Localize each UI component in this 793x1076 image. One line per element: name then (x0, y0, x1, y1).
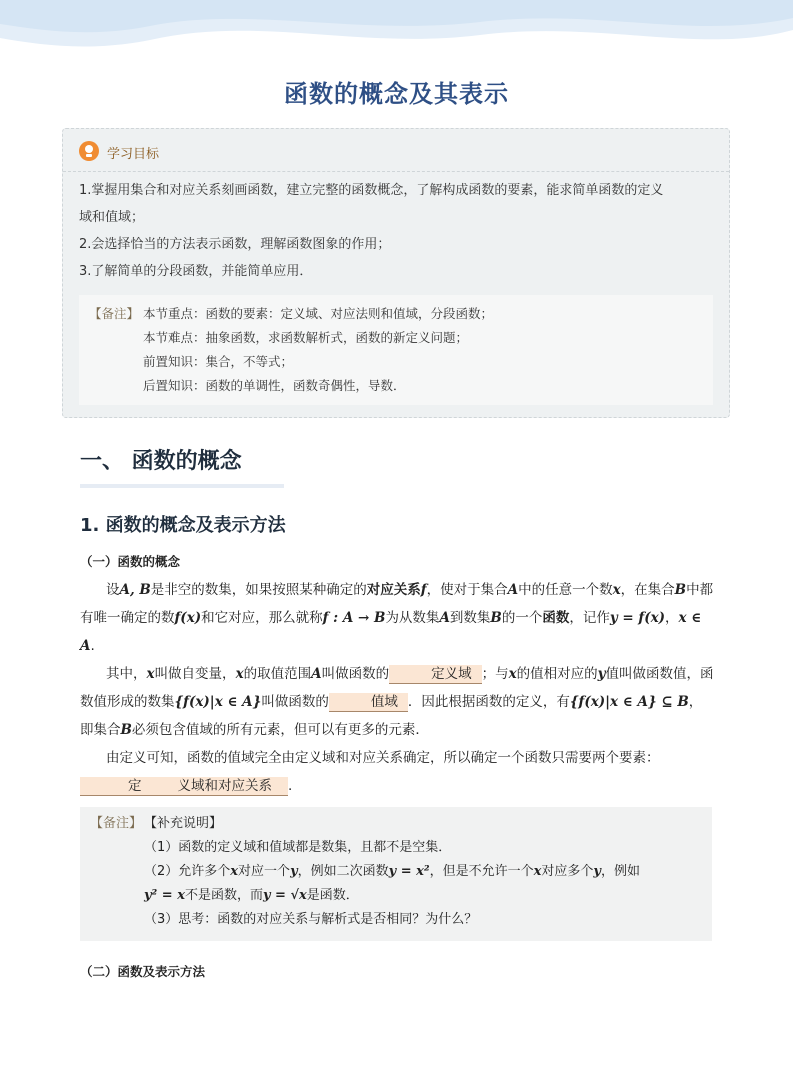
supp-note-heading: 【补充说明】 (144, 816, 223, 831)
supp-note-line-3: y² = x不是函数，而y = √x是函数． (144, 888, 359, 903)
goal-item-3: 3.了解简单的分段函数，并能简单应用． (79, 264, 313, 279)
note-follow-up: 后置知识：函数的单调性，函数奇偶性，导数． (143, 378, 406, 393)
section-underline (80, 484, 284, 488)
fill-blank-domain[interactable]: 定义域 (389, 665, 482, 684)
supp-note-tag: 【备注】 (90, 816, 143, 831)
goal-item-2: 2.会选择恰当的方法表示函数，理解函数图象的作用； (79, 237, 391, 252)
document-title: 函数的概念及其表示 (284, 80, 509, 108)
two-elements-paragraph: 由定义可知，函数的值域完全由定义域和对应关系确定，所以确定一个函数只需要两个要素：定 义域和对应关系 . (80, 744, 714, 800)
supp-note-line-2: （2）允许多个x对应一个y，例如二次函数y = x²，但是不允许一个x对应多个y，例如 (144, 864, 640, 879)
goals-note (79, 295, 713, 405)
part-heading-representation: （二）函数及表示方法 (80, 964, 206, 979)
fill-blank-elements-start[interactable]: 定 (80, 777, 152, 796)
note-key-points: 本节重点：函数的要素：定义域、对应法则和值域，分段函数； (143, 306, 494, 321)
supp-note-line-4: （3）思考：函数的对应关系与解析式是否相同？为什么？ (144, 912, 478, 927)
goal-item-1: 1.掌握用集合和对应关系刻画函数，建立完整的函数概念，了解构成函数的要素，能求简单函数的定义 (79, 183, 664, 198)
section-title: 一、 函数的概念 (80, 449, 242, 474)
learning-goals-header (63, 129, 729, 172)
header-wave-decoration (0, 0, 793, 60)
definition-paragraph: 设A, B是非空的数集，如果按照某种确定的对应关系f，使对于集合A中的任意一个数x，在集合B中都有唯一确定的数f(x)和它对应，那么就称f : A → B为从数集A到数集B的一个函数，记作y = f(x)，x ∈ A. (80, 582, 714, 654)
part-heading-concept: （一）函数的概念 (80, 554, 181, 569)
supp-note-line-1: （1）函数的定义域和值域都是数集，且都不是空集． (144, 840, 452, 855)
note-difficulties: 本节难点：抽象函数，求函数解析式，函数的新定义问题； (143, 330, 469, 345)
learning-goals-label: 学习目标 (107, 147, 160, 162)
note-tag: 【备注】 (89, 306, 140, 321)
supplementary-note-box (80, 807, 712, 941)
domain-range-paragraph: 其中，x叫做自变量，x的取值范围A叫做函数的 定义域 ；与x的值相对应的y值叫做函数值，函数值形成的数集{f(x)|x ∈ A}叫做函数的 值域 ．因此根据函数的定义，有{f(x)|x ∈ A} ⊆ B，即集合B必须包含值域的所有元素，但可以有更多的元素． (80, 666, 714, 738)
fill-blank-elements-end[interactable]: 义域和对应关系 (152, 777, 289, 796)
learning-goals-box (62, 128, 730, 418)
note-prerequisites: 前置知识：集合，不等式； (143, 354, 294, 369)
goal-item-1-cont: 域和值域； (79, 210, 145, 225)
fill-blank-range[interactable]: 值域 (329, 693, 408, 712)
subsection-title: 1. 函数的概念及表示方法 (80, 515, 286, 536)
lightbulb-icon (79, 141, 99, 161)
